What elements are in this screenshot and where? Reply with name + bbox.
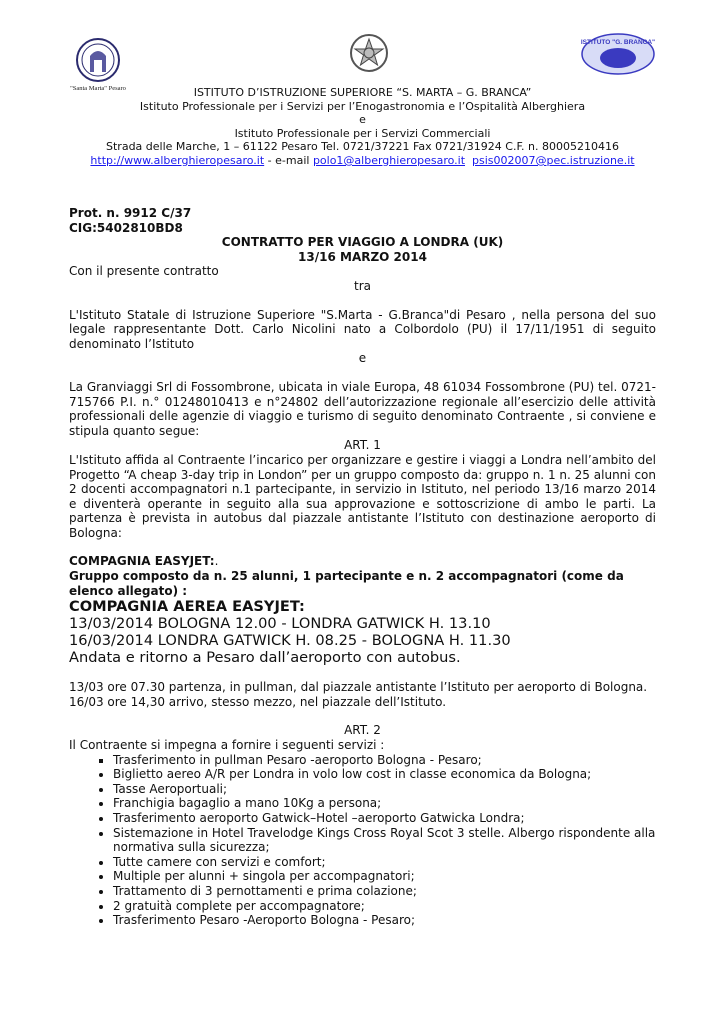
service-item: • Biglietto aereo A/R per Londra in volo low cost in classe economica da Bologna; bbox=[113, 767, 656, 782]
g-branca-logo bbox=[578, 30, 658, 78]
article-1-text: L'Istituto affida al Contraente l’incarico per organizzare e gestire i viaggi a Londra nell’ambito del Progetto “A cheap 3-day trip in London” per un gruppo composto da: gruppo n. 1 n. 25 alunni con 2 docenti accompagnatori n.1 partecipante, in servizio in Istituto, nel periodo 13/16 marzo 2014 e diventerà operante in seguito alla sua approvazione e sottoscrizione di ambo le parti. La partenza è prevista in autobus dal piazzale antistante l’Istituto con destinazione aeroporto di Bologna: bbox=[69, 452, 656, 540]
email-link-1[interactable]: polo1@alberghieropesaro.it bbox=[312, 153, 466, 167]
institute-name: ISTITUTO D’ISTRUZIONE SUPERIORE “S. MARTA – G. BRANCA” bbox=[193, 86, 532, 99]
group-composition: Gruppo composto da n. 25 alunni, 1 partecipante e n. 2 accompagnatori (come da elenco allegato) : bbox=[69, 569, 624, 598]
service-item: • Trasferimento aeroporto Gatwick–Hotel –aeroporto Gatwicka Londra; bbox=[113, 811, 656, 826]
svg-text:"Santa Marta" Pesaro: "Santa Marta" Pesaro bbox=[70, 85, 126, 92]
institute-commercial: Istituto Professionale per i Servizi Commerciali bbox=[234, 126, 491, 140]
party-contractor: La Granviaggi Srl di Fossombrone, ubicata in viale Europa, 48 61034 Fossombrone (PU) tel. 0721-715766 P.I. n.° 01248010413 e n°24802 dell’autorizzazione regionale all’esercizio delle attività professionali delle agenzie di viaggio e turismo di seguito denominato Contraente , si conviene e stipula quanto segue: bbox=[69, 379, 656, 438]
cig-code: CIG:5402810BD8 bbox=[69, 220, 183, 235]
service-item: • Sistemazione in Hotel Travelodge Kings Cross Royal Scot 3 stelle. Albergo rispondente alla normativa sulla sicurezza; bbox=[113, 826, 656, 855]
contract-body bbox=[69, 206, 656, 928]
intro-text: Con il presente contratto bbox=[69, 264, 219, 279]
italian-republic-emblem bbox=[348, 32, 390, 74]
service-item: ▪ Trasferimento in pullman Pesaro -aeroporto Bologna - Pesaro; bbox=[113, 753, 656, 768]
bus-transfer: Andata e ritorno a Pesaro dall’aeroporto con autobus. bbox=[69, 649, 461, 667]
email-link-2[interactable]: psis002007@pec.istruzione.it bbox=[472, 153, 635, 167]
website-link[interactable]: http://www.alberghieropesaro.it bbox=[90, 153, 265, 167]
arrival-info: 16/03 ore 14,30 arrivo, stesso mezzo, nel piazzale dell’Istituto. bbox=[69, 694, 447, 709]
service-item: • Trattamento di 3 pernottamenti e prima colazione; bbox=[113, 884, 656, 899]
company-dot: . bbox=[214, 554, 219, 569]
services-list bbox=[69, 753, 656, 928]
protocol-number: Prot. n. 9912 C/37 bbox=[69, 206, 192, 220]
institute-hospitality: Istituto Professionale per i Servizi per l’Enogastronomia e l’Ospitalità Alberghiera bbox=[139, 99, 586, 113]
between-text: tra bbox=[354, 278, 371, 293]
letterhead bbox=[60, 86, 665, 168]
airline-heading: COMPAGNIA AEREA EASYJET: bbox=[69, 598, 305, 616]
flight-outbound: 13/03/2014 BOLOGNA 12.00 - LONDRA GATWICK H. 13.10 bbox=[69, 615, 491, 633]
contract-title: CONTRATTO PER VIAGGIO A LONDRA (UK) bbox=[221, 235, 504, 250]
service-item: • Franchigia bagaglio a mano 10Kg a persona; bbox=[113, 796, 656, 811]
contract-dates: 13/16 MARZO 2014 bbox=[298, 249, 427, 264]
service-item: • Tutte camere con servizi e comfort; bbox=[113, 855, 656, 870]
company-easyjet: COMPAGNIA EASYJET: bbox=[69, 554, 215, 569]
departure-info: 13/03 ore 07.30 partenza, in pullman, dal piazzale antistante l’Istituto per aeroporto di Bologna. bbox=[69, 680, 648, 695]
party-institute: L'Istituto Statale di Istruzione Superiore "S.Marta - G.Branca"di Pesaro , nella persona del suo legale rappresentante Dott. Carlo Nicolini nato a Colbordolo (PU) il 17/11/1951 di seguito denominato l’Istituto bbox=[69, 307, 656, 351]
service-item: • Tasse Aeroportuali; bbox=[113, 782, 656, 797]
service-item: • Trasferimento Pesaro -Aeroporto Bologna - Pesaro; bbox=[113, 913, 656, 928]
institute-address: Strada delle Marche, 1 – 61122 Pesaro Tel. 0721/37221 Fax 0721/31924 C.F. n. 80005210416 bbox=[106, 140, 619, 154]
santa-marta-logo bbox=[62, 36, 134, 92]
company-line bbox=[69, 554, 656, 569]
article-1-heading: ART. 1 bbox=[344, 438, 381, 453]
contact-line bbox=[60, 154, 665, 168]
svg-text:ISTITUTO "G. BRANCA": ISTITUTO "G. BRANCA" bbox=[580, 39, 656, 46]
email-label: - e-mail bbox=[264, 153, 313, 167]
and-text: e bbox=[358, 351, 367, 366]
institute-conjunction: e bbox=[359, 113, 366, 127]
flight-return: 16/03/2014 LONDRA GATWICK H. 08.25 - BOLOGNA H. 11.30 bbox=[69, 632, 511, 650]
article-2-heading: ART. 2 bbox=[344, 723, 381, 738]
article-2-intro: Il Contraente si impegna a fornire i seguenti servizi : bbox=[69, 738, 385, 753]
service-item: • Multiple per alunni + singola per accompagnatori; bbox=[113, 869, 656, 884]
service-item: • 2 gratuità complete per accompagnatore; bbox=[113, 899, 656, 914]
